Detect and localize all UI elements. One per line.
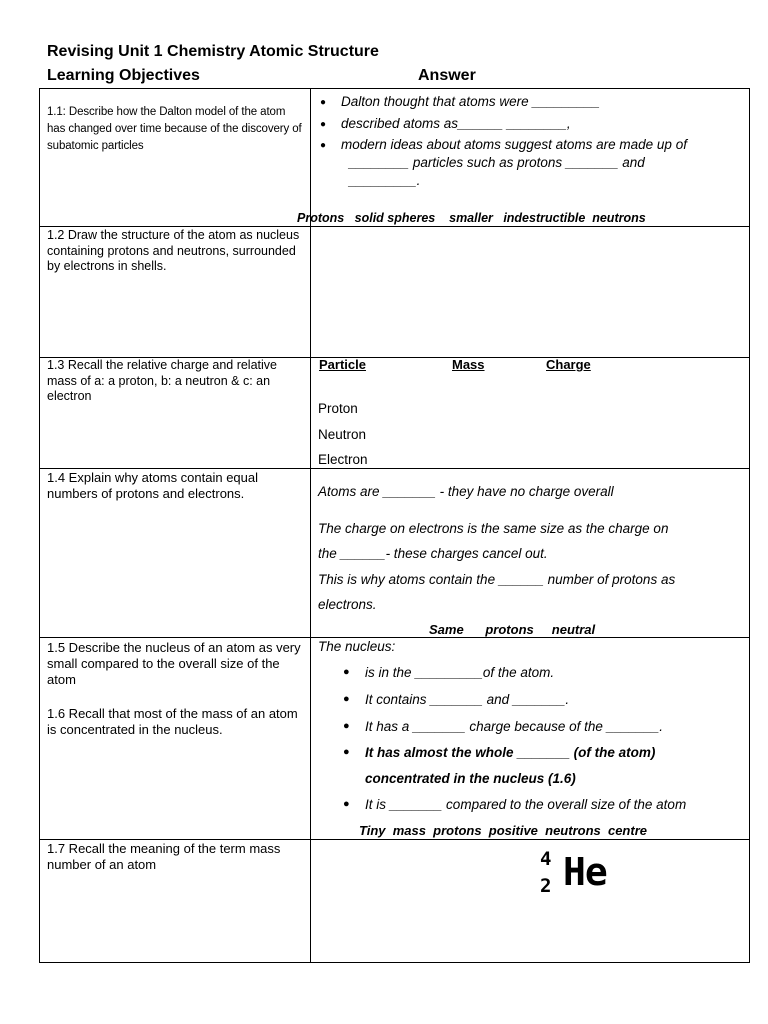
charge-line-1: Atoms are _______ - they have no charge overall [318, 484, 614, 499]
dalton-line-4: ________ particles such as protons _______ and [349, 155, 645, 170]
objective-1-7: 1.7 Recall the meaning of the term mass number of an atom [47, 841, 281, 872]
atomic-number: 2 [540, 875, 552, 897]
bullet-dot: ● [343, 798, 350, 810]
answer-heading: Answer [418, 67, 476, 84]
keyword-bank-1: Protons solid spheres smaller indestructible neutrons [297, 211, 646, 225]
learning-objectives-heading: Learning Objectives [47, 67, 200, 84]
nucleus-line-5: concentrated in the nucleus (1.6) [365, 771, 576, 786]
dalton-line-3: modern ideas about atoms suggest atoms are made up of [341, 137, 687, 152]
objective-1-6: 1.6 Recall that most of the mass of an atom is concentrated in the nucleus. [47, 706, 298, 737]
objective-1-3: 1.3 Recall the relative charge and relative mass of a: a proton, b: a neutron & c: an electron [47, 358, 277, 403]
bullet-dot: ● [343, 693, 350, 705]
objective-1-5: 1.5 Describe the nucleus of an atom as very small compared to the overall size of the atom [47, 640, 301, 687]
charge-line-2: The charge on electrons is the same size as the charge on [318, 521, 669, 536]
objective-1-1: 1.1: Describe how the Dalton model of the atom has changed over time because of the discovery of subatomic particles [47, 106, 302, 152]
charge-line-4: This is why atoms contain the ______ number of protons as [318, 572, 676, 587]
bullet-dot: ● [343, 746, 350, 758]
helium-symbol [530, 846, 640, 906]
nucleus-line-2: It contains _______ and _______. [365, 692, 570, 707]
objective-1-2: 1.2 Draw the structure of the atom as nucleus containing protons and neutrons, surrounded by electrons in shells. [47, 228, 300, 273]
document-title: Revising Unit 1 Chemistry Atomic Structure [47, 43, 379, 60]
bullet-dot: ● [320, 119, 327, 130]
header-mass: Mass [452, 357, 485, 372]
bullet-dot: ● [320, 97, 327, 108]
dalton-line-1: Dalton thought that atoms were _________ [341, 94, 600, 109]
row-divider [39, 226, 750, 227]
dalton-line-2: described atoms as______ ________, [341, 116, 571, 131]
row-divider [39, 839, 750, 840]
keyword-bank-5: Tiny mass protons positive neutrons centre [359, 823, 647, 838]
row-divider [39, 468, 750, 469]
bullet-dot: ● [320, 140, 327, 151]
nucleus-line-3: It has a _______ charge because of the _______. [365, 719, 663, 734]
mass-number: 4 [540, 848, 552, 870]
dalton-line-5: _________. [349, 173, 421, 188]
keyword-bank-4: Same protons neutral [429, 622, 596, 637]
header-particle: Particle [319, 357, 366, 372]
header-charge: Charge [546, 357, 591, 372]
row-divider [39, 637, 750, 638]
nucleus-intro: The nucleus: [318, 639, 396, 654]
element-symbol: He [563, 850, 607, 894]
particle-proton: Proton [318, 401, 358, 416]
nucleus-line-4: It has almost the whole _______ (of the atom) [365, 745, 656, 760]
bullet-dot: ● [343, 666, 350, 678]
bullet-dot: ● [343, 720, 350, 732]
nucleus-line-1: is in the _________of the atom. [365, 665, 555, 680]
particle-neutron: Neutron [318, 427, 367, 442]
nucleus-line-6: It is _______ compared to the overall size of the atom [365, 797, 687, 812]
objective-1-4: 1.4 Explain why atoms contain equal numbers of protons and electrons. [47, 470, 259, 501]
charge-line-5: electrons. [318, 597, 377, 612]
charge-line-3: the ______- these charges cancel out. [318, 546, 548, 561]
particle-electron: Electron [318, 452, 368, 467]
